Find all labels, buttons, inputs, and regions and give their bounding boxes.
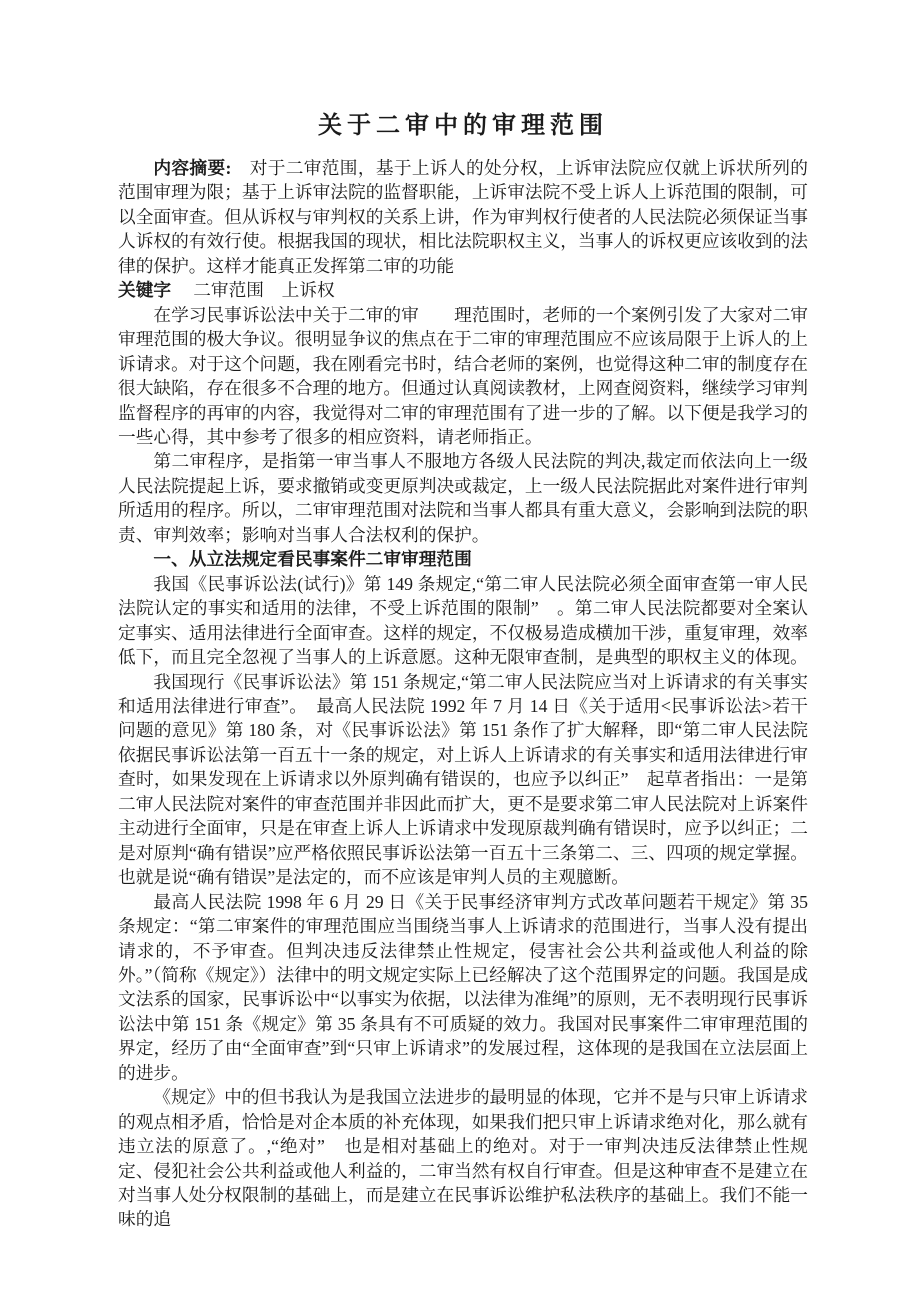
paragraph-para-1998-rule	[118, 890, 808, 1086]
paragraph-text: 最高人民法院 1998 年 6 月 29 日《关于民事经济审判方式改革问题若干规定》第 35 条规定：“第二审案件的审理范围应当围绕当事人上诉请求的范围进行，当事人没有提出请求的，不予审查。但判决违反法律禁止性规定，侵害社会公共利益或他人利益的除外。”（简称《规定》）法律中的明文规定实际上已经解决了这个范围界定的问题。我国是成文法系的国家，民事诉讼中“以事实为依据，以法律为准绳”的原则，无不表明现行民事诉讼法中第 151 条《规定》第 35 条具有不可质疑的效力。我国对民事案件二审审理范围的界定，经历了由“全面审查”到“只审上诉请求”的发展过程，这体现的是我国在立法层面上的进步。	[118, 891, 808, 1083]
paragraph-label: 内容摘要:	[153, 158, 232, 178]
paragraph-text: 在学习民事诉讼法中关于二审的审 理范围时，老师的一个案例引发了大家对二审审理范围的极大争议。很明显争议的焦点在于二审的审理范围应不应该局限于上诉人的上诉请求。对于这个问题，我在刚看完书时，结合老师的案例，也觉得这种二审的制度存在很大缺陷，存在很多不合理的地方。但通过认真阅读教材，上网查阅资料，继续学习审判监督程序的再审的内容，我觉得对二审的审理范围有了进一步的了解。以下便是我学习的一些心得，其中参考了很多的相应资料，请老师指正。	[118, 304, 808, 447]
paragraph-abstract	[118, 156, 808, 278]
paragraph-text: 《规定》中的但书我认为是我国立法进步的最明显的体现，它并不是与只审上诉请求的观点相矛盾，恰恰是对企本质的补充体现，如果我们把只审上诉请求绝对化，那么就有违立法的原意了。,“绝对” 也是相对基础上的绝对。对于一审判决违反法律禁止性规定、侵犯社会公共利益或他人利益的，二审当然有权自行审查。但是这种审查不是建立在对当事人处分权限制的基础上，而是建立在民事诉讼维护私法秩序的基础上。我们不能一味的追	[118, 1087, 808, 1230]
paragraph-text: 一、从立法规定看民事案件二审审理范围	[153, 549, 472, 570]
paragraph-keywords	[118, 278, 808, 302]
paragraph-intro	[118, 303, 808, 450]
document-content	[118, 110, 808, 1232]
paragraph-label: 关键字	[118, 280, 172, 301]
paragraph-definition	[118, 449, 808, 547]
paragraph-text: 第二审程序，是指第一审当事人不服地方各级人民法院的判决,裁定而依法向上一级人民法院提起上诉，要求撤销或变更原判决或裁定，上一级人民法院据此对案件进行审判所适用的程序。所以，二审审理范围对法院和当事人都具有重大意义，会影响到法院的职责、审判效率；影响对当事人合法权利的保护。	[118, 451, 808, 545]
paragraph-para-current-law	[118, 670, 808, 890]
paragraph-container	[118, 156, 808, 1232]
paragraph-text: 我国现行《民事诉讼法》第 151 条规定,“第二审人民法院应当对上诉请求的有关事实和适用法律进行审查”。 最高人民法院 1992 年 7 月 14 日《关于适用<民事诉讼法>若干问题的意见》第 180 条，对《民事诉讼法》第 151 条作了扩大解释，即“第二审人民法院依据民事诉讼法第一百五十一条的规定，对上诉人上诉请求的有关事实和适用法律进行审查时，如果发现在上诉请求以外原判确有错误的，也应予以纠正” 起草者指出：一是第二审人民法院对案件的审查范围并非因此而扩大，更不是要求第二审人民法院对上诉案件主动进行全面审，只是在审查上诉人上诉请求中发现原裁判确有错误时，应予以纠正；二是对原判“确有错误”应严格依照民事诉讼法第一百五十三条第二、三、四项的规定掌握。也就是说“确有错误”是法定的，而不应该是审判人员的主观臆断。	[118, 671, 808, 888]
paragraph-para-proviso	[118, 1085, 808, 1232]
paragraph-section-1-heading	[118, 547, 808, 571]
document-title: 关于二审中的审理范围	[318, 113, 608, 139]
paragraph-para-trial-law	[118, 572, 808, 670]
paragraph-text: 我国《民事诉讼法(试行)》第 149 条规定,“第二审人民法院必须全面审查第一审人民法院认定的事实和适用的法律，不受上诉范围的限制” 。第二审人民法院都要对全案认定事实、适用法律进行全面审查。这样的规定，不仅极易造成横加干涉，重复审理，效率低下，而且完全忽视了当事人的上诉意愿。这种无限审查制，是典型的职权主义的体现。	[118, 573, 808, 668]
paragraph-text: 二审范围 上诉权	[171, 280, 335, 301]
paragraph-text: 对于二审范围，基于上诉人的处分权，上诉审法院应仅就上诉状所列的范围审理为限；基于上诉审法院的监督职能，上诉审法院不受上诉人上诉范围的限制，可以全面审查。但从诉权与审判权的关系上讲，作为审判权行使者的人民法院必须保证当事人诉权的有效行使。根据我国的现状，相比法院职权主义，当事人的诉权更应该收到的法律的保护。这样才能真正发挥第二审的功能	[118, 158, 808, 276]
